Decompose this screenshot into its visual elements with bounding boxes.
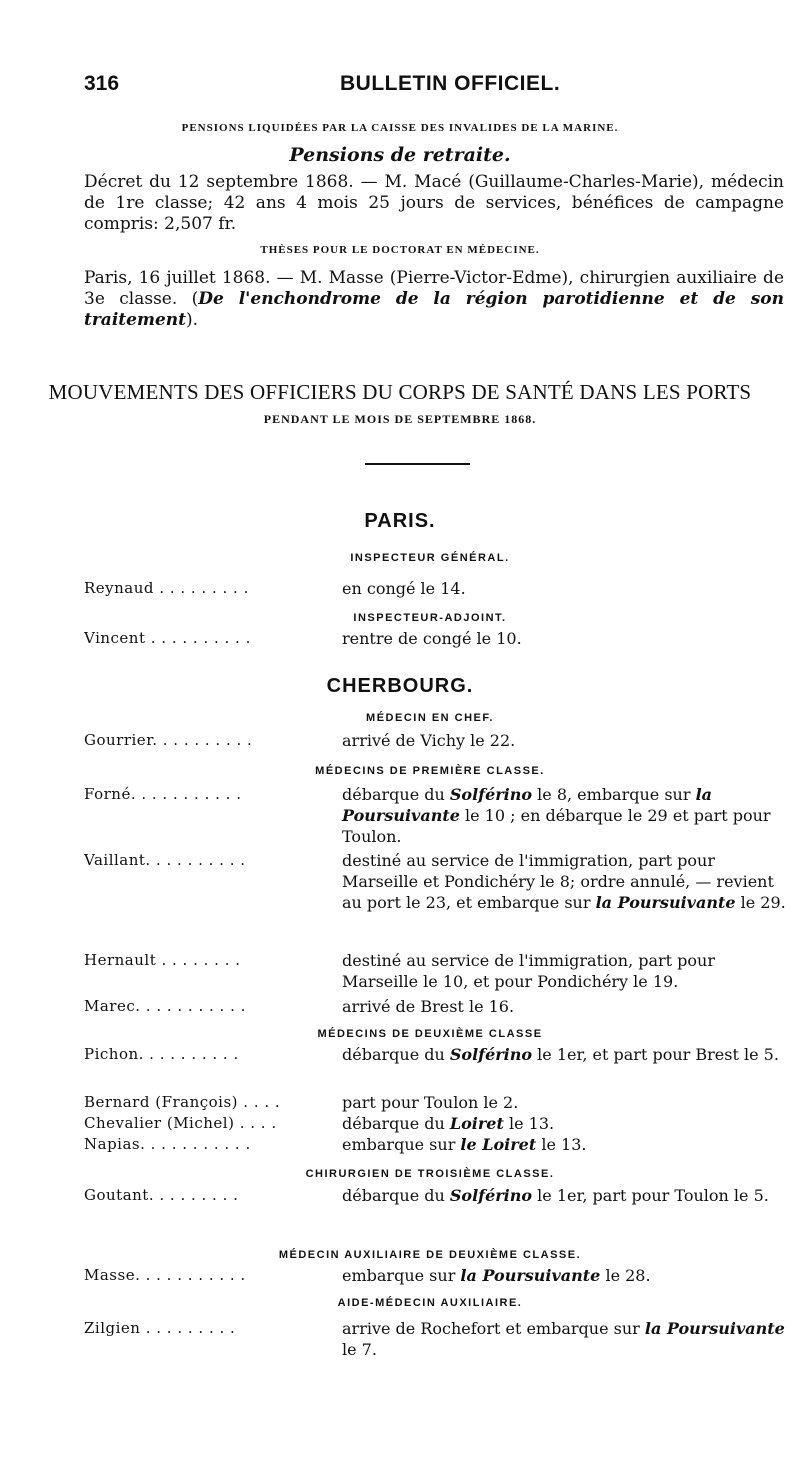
rank-chirurgien-troisieme-classe: CHIRURGIEN DE TROISIÈME CLASSE. xyxy=(305,1168,555,1180)
entry-name: Goutant. . . . . . . . . xyxy=(84,1186,239,1204)
entry-name: Chevalier (Michel) . . . . xyxy=(84,1114,277,1132)
rank-medecins-deuxieme-classe: MÉDECINS DE DEUXIÈME CLASSE xyxy=(317,1028,543,1040)
theses-paragraph: Paris, 16 juillet 1868. — M. Masse (Pierre-Victor-Edme), chirurgien auxiliaire de 3e classe. (De l'enchondrome de la région parotidienne et de son traitement). xyxy=(84,268,784,330)
entry-name: Hernault . . . . . . . . xyxy=(84,951,241,969)
entry-desc: embarque sur la Poursuivante le 28. xyxy=(342,1266,651,1285)
entry-name: Vaillant. . . . . . . . . . xyxy=(84,851,246,869)
entry-desc: en congé le 14. xyxy=(342,579,466,598)
rank-aide-medecin-auxiliaire: AIDE-MÉDECIN AUXILIAIRE. xyxy=(337,1297,523,1309)
entry-desc: arrivé de Brest le 16. xyxy=(342,997,515,1016)
rank-inspecteur-general: INSPECTEUR GÉNÉRAL. xyxy=(350,552,510,564)
entry-desc: destiné au service de l'immigration, part pour Marseille le 10, et pour Pondichéry le 19. xyxy=(342,951,716,991)
pensions-subheading: Pensions de retraite. xyxy=(289,144,511,166)
section-divider xyxy=(365,463,470,465)
journal-title: BULLETIN OFFICIEL. xyxy=(340,72,561,95)
theses-heading: THÈSES POUR LE DOCTORAT EN MÉDECINE. xyxy=(260,244,540,256)
rank-medecin-en-chef: MÉDECIN EN CHEF. xyxy=(366,712,494,724)
entry-name: Gourrier. . . . . . . . . . xyxy=(84,731,253,749)
pensions-heading: PENSIONS LIQUIDÉES PAR LA CAISSE DES INVALIDES DE LA MARINE. xyxy=(181,122,619,134)
entry-desc: arrive de Rochefort et embarque sur la Poursuivante le 7. xyxy=(342,1319,785,1359)
entry-name: Zilgien . . . . . . . . . xyxy=(84,1319,236,1337)
city-cherbourg: CHERBOURG. xyxy=(326,675,474,697)
entry-name: Reynaud . . . . . . . . . xyxy=(84,579,249,597)
entry-name: Masse. . . . . . . . . . . xyxy=(84,1266,246,1284)
entry-desc: débarque du Solférino le 1er, et part pour Brest le 5. xyxy=(342,1045,779,1064)
entry-desc: rentre de congé le 10. xyxy=(342,629,522,648)
entry-name: Bernard (François) . . . . xyxy=(84,1093,281,1111)
entry-desc: arrivé de Vichy le 22. xyxy=(342,731,516,750)
rank-medecin-auxiliaire: MÉDECIN AUXILIAIRE DE DEUXIÈME CLASSE. xyxy=(278,1249,582,1261)
entry-desc: débarque du Loiret le 13. xyxy=(342,1114,555,1133)
entry-desc: part pour Toulon le 2. xyxy=(342,1093,519,1112)
entry-desc: débarque du Solférino le 8, embarque sur la Poursuivante le 10 ; en débarque le 29 et part pour Toulon. xyxy=(342,785,771,846)
movements-subtitle: PENDANT LE MOIS DE SEPTEMBRE 1868. xyxy=(263,412,537,426)
entry-name: Napias. . . . . . . . . . . xyxy=(84,1135,251,1153)
city-paris: PARIS. xyxy=(364,510,436,532)
entry-name: Forné. . . . . . . . . . . xyxy=(84,785,242,803)
entry-name: Vincent . . . . . . . . . . xyxy=(84,629,251,647)
rank-medecins-premiere-classe: MÉDECINS DE PREMIÈRE CLASSE. xyxy=(315,765,545,777)
entry-desc: embarque sur le Loiret le 13. xyxy=(342,1135,587,1154)
entry-name: Marec. . . . . . . . . . . xyxy=(84,997,246,1015)
rank-inspecteur-adjoint: INSPECTEUR-ADJOINT. xyxy=(353,612,507,624)
pensions-paragraph: Décret du 12 septembre 1868. — M. Macé (Guillaume-Charles-Marie), médecin de 1re classe; 42 ans 4 mois 25 jours de services, bénéfices de campagne compris: 2,507 fr. xyxy=(84,172,784,234)
entry-name: Pichon. . . . . . . . . . xyxy=(84,1045,239,1063)
page-number: 316 xyxy=(84,72,120,95)
entry-desc: destiné au service de l'immigration, part pour Marseille et Pondichéry le 8; ordre annulé, — revient au port le 23, et embarque sur la Poursuivante le 29. xyxy=(342,851,786,912)
running-header xyxy=(84,72,784,102)
entry-desc: débarque du Solférino le 1er, part pour Toulon le 5. xyxy=(342,1186,769,1205)
movements-title: MOUVEMENTS DES OFFICIERS DU CORPS DE SANTÉ DANS LES PORTS xyxy=(48,380,752,404)
